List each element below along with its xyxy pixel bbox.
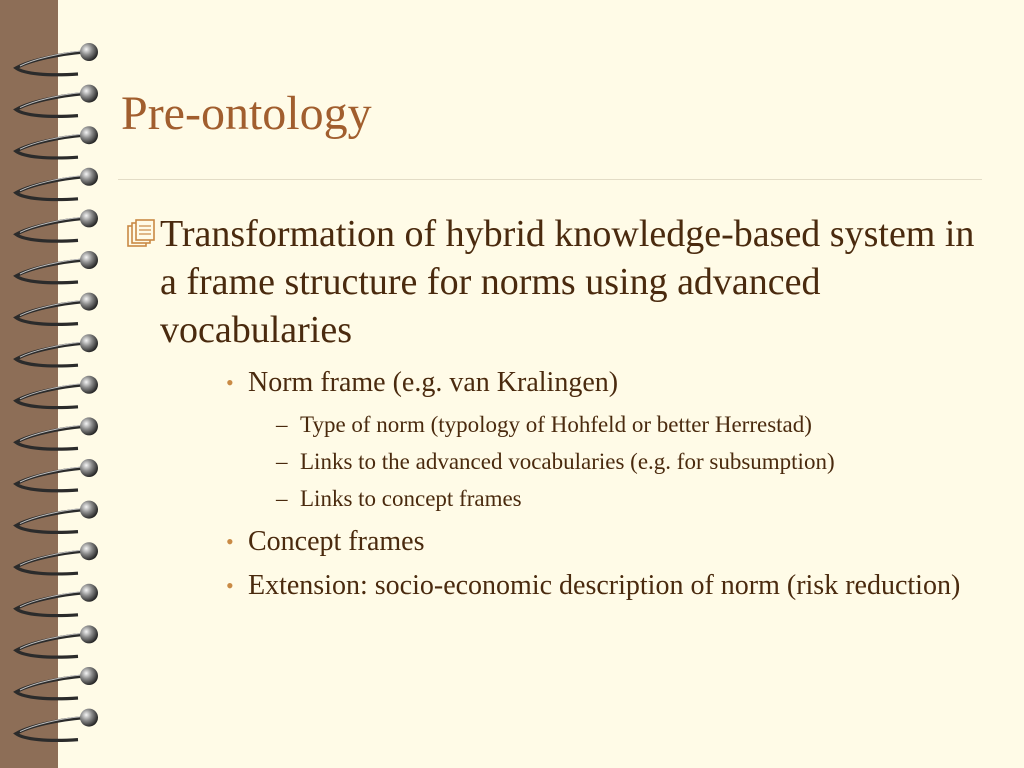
bullet-dot: • (226, 529, 234, 554)
sub-item-links-vocabularies: Links to the advanced vocabularies (e.g. for subsumption) (300, 449, 835, 474)
sub-item-type-of-norm: Type of norm (typology of Hohfeld or better Herrestad) (300, 412, 812, 437)
sub-item-norm-frame: Norm frame (e.g. van Kralingen) (248, 367, 619, 398)
dash-marker: – (276, 412, 288, 437)
slide-title: Pre-ontology (121, 87, 372, 140)
main-bullet-text: Transformation of hybrid knowledge-based system in a frame structure for norms using advanced vocabularies (160, 213, 975, 351)
dash-marker: – (276, 486, 288, 511)
sub-item-links-concept-frames: Links to concept frames (300, 486, 522, 511)
dash-marker: – (276, 449, 288, 474)
sub-item-concept-frames: Concept frames (248, 526, 425, 557)
stacked-pages-icon (124, 218, 156, 250)
bullet-dot: • (226, 573, 234, 598)
bullet-dot: • (226, 370, 234, 395)
sub-item-extension: Extension: socio-economic description of norm (risk reduction) (248, 570, 961, 601)
